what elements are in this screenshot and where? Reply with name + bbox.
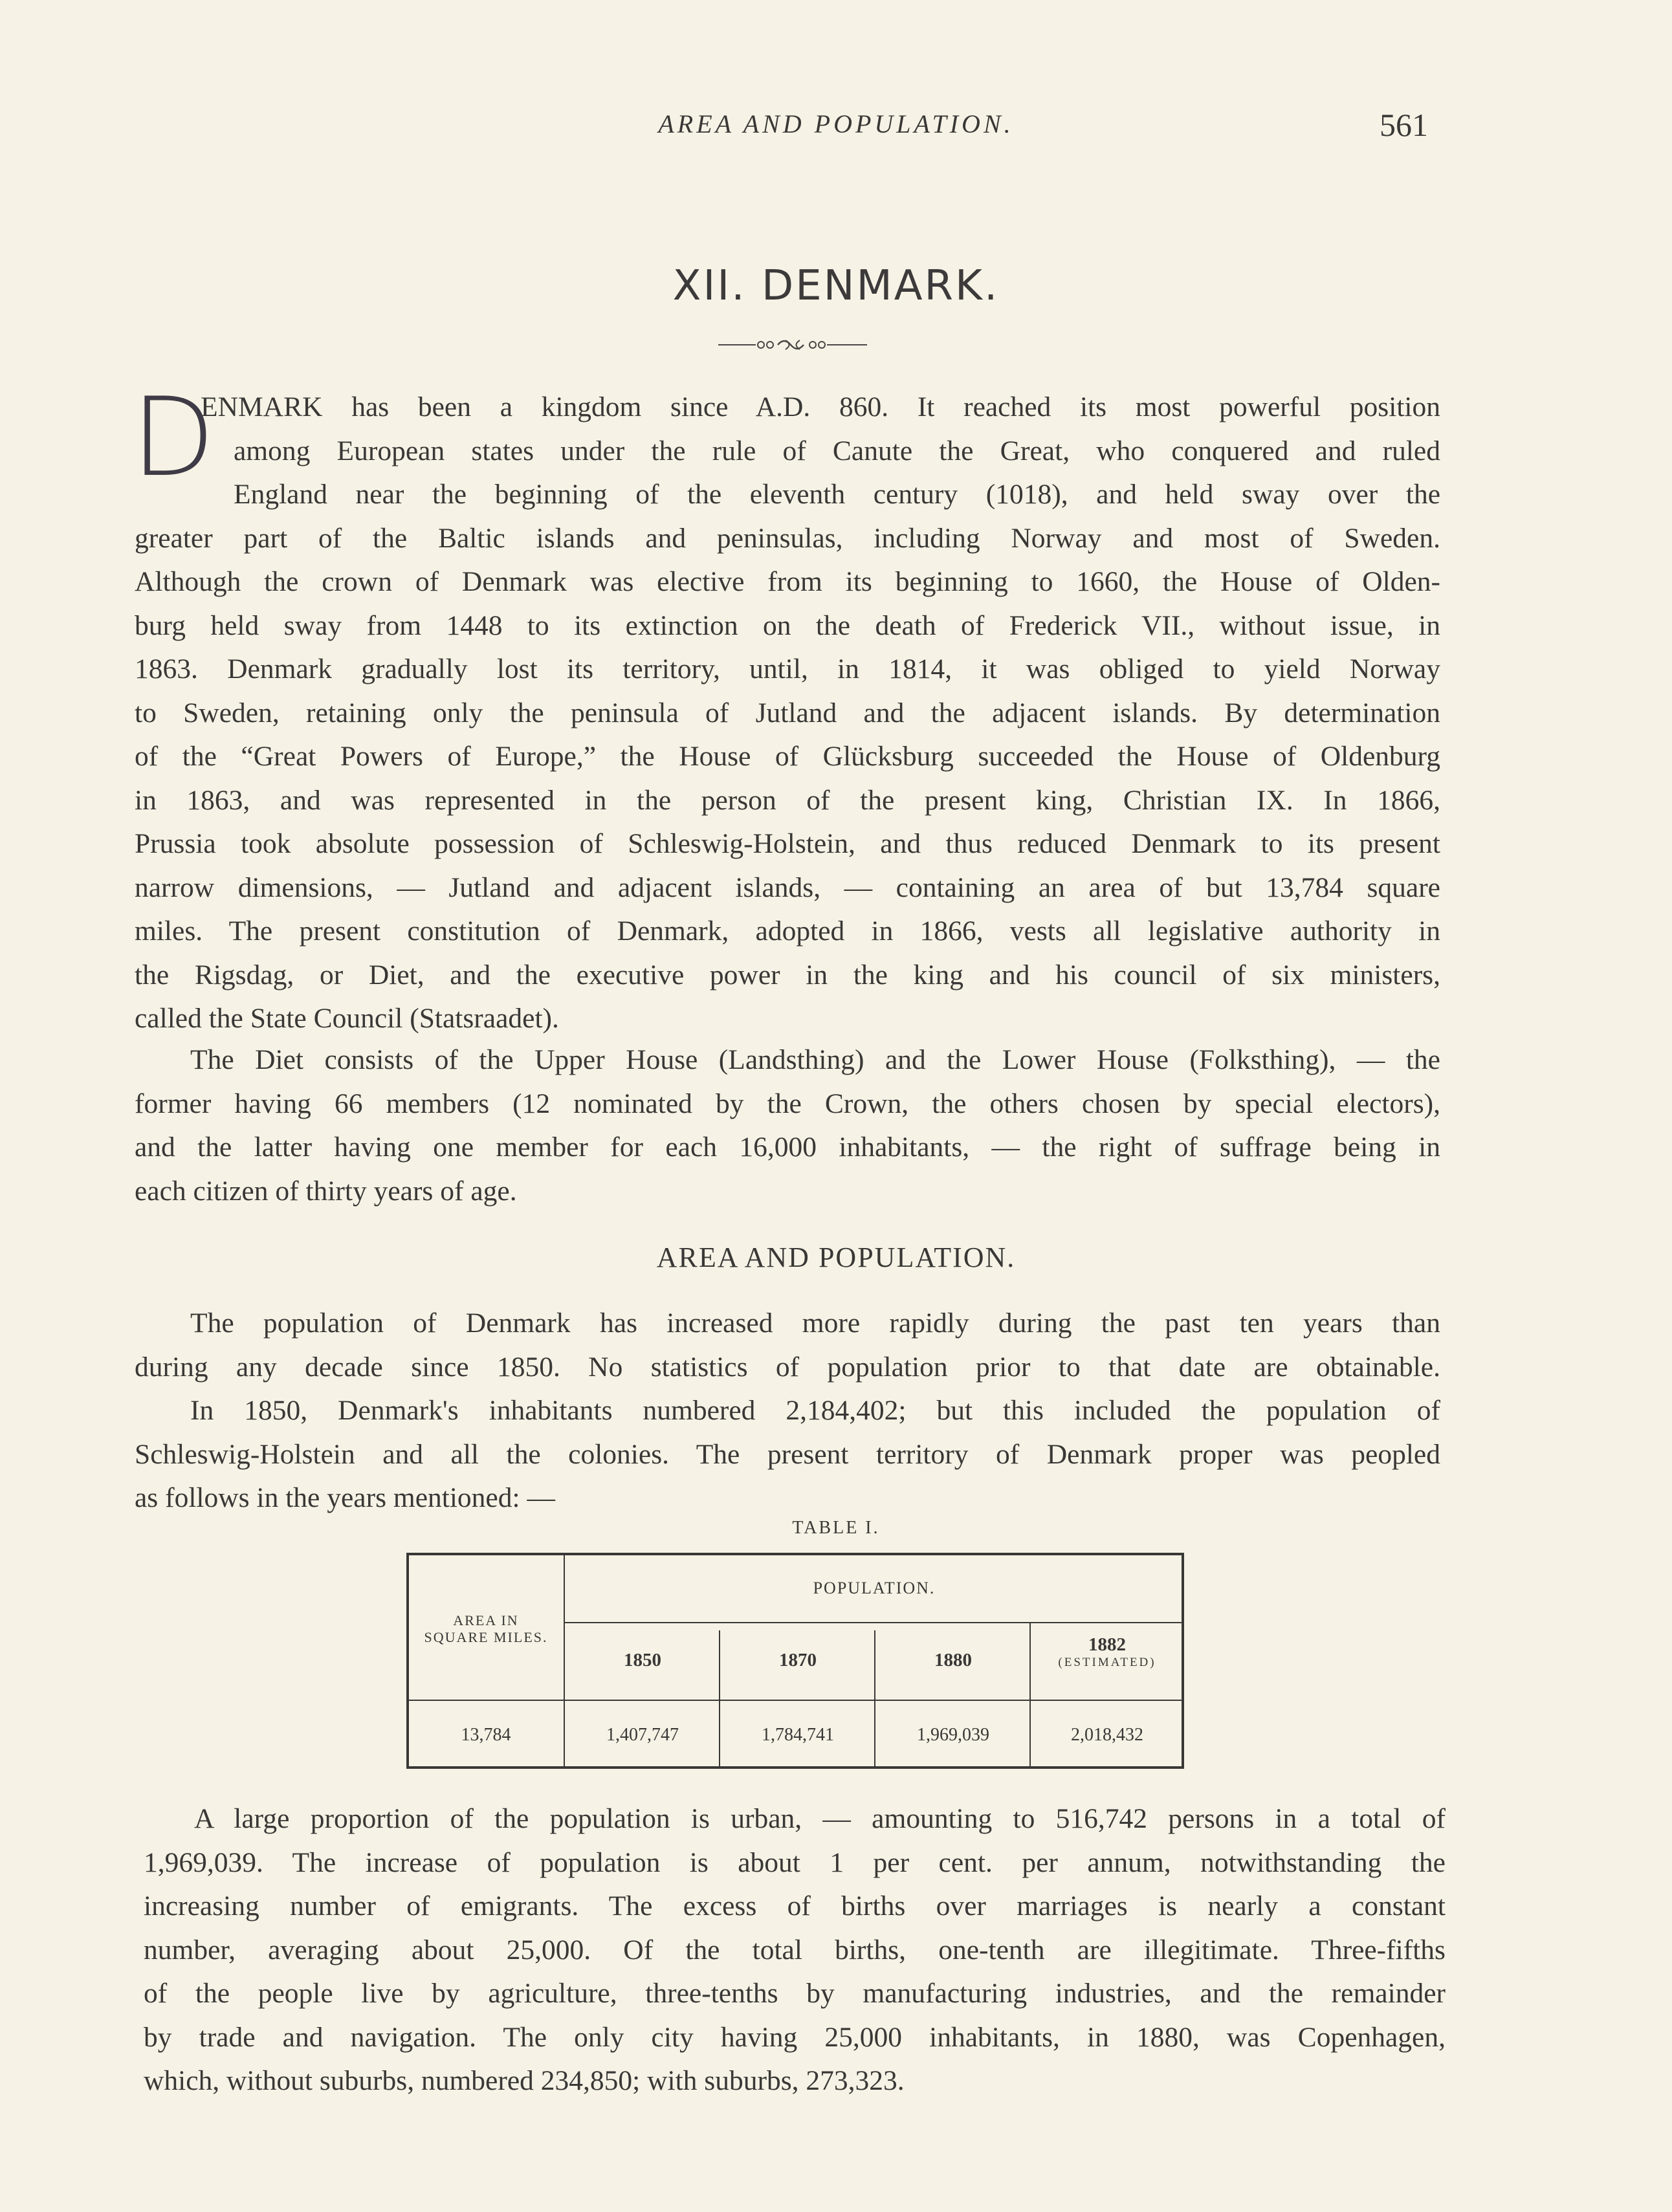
area-header-line: AREA IN [453,1612,519,1628]
text-line: 1863. Denmark gradually lost its territory, until, in 1814, it was obliged to yield Norway [135,653,1440,684]
text-line: A large proportion of the population is urban, — amounting to 516,742 persons in a total of [194,1803,1446,1834]
text-line: Prussia took absolute possession of Schleswig-Holstein, and thus reduced Denmark to its present [135,828,1440,859]
text-line: to Sweden, retaining only the peninsula of Jutland and the adjacent islands. By determination [135,697,1440,728]
text-line: which, without suburbs, numbered 234,850; with suburbs, 273,323. [144,2065,905,2096]
diet-paragraph [135,1038,1440,1213]
text-line: narrow dimensions, — Jutland and adjacent islands, — containing an area of but 13,784 square [135,871,1440,903]
intro-paragraph [135,386,1440,1041]
text-line: in 1863, and was represented in the person of the present king, Christian IX. In 1866, [135,784,1440,816]
year-header: 1880 [934,1650,972,1670]
text-line: miles. The present constitution of Denmark, adopted in 1866, vests all legislative authority in [135,915,1440,947]
text-line: and the latter having one member for each 16,000 inhabitants, — the right of suffrage being in [135,1132,1440,1163]
text-line: of the “Great Powers of Europe,” the House of Glücksburg succeeded the House of Oldenburg [135,741,1440,772]
text-line: greater part of the Baltic islands and peninsulas, including Norway and most of Sweden. [135,522,1440,554]
population-table [406,1553,1184,1769]
text-line: The population of Denmark has increased more rapidly during the past ten years than [190,1308,1440,1339]
text-line: ENMARK has been a kingdom since A.D. 860. It reached its most powerful position [201,391,1440,422]
text-line: called the State Council (Statsraadet). [135,1003,559,1034]
text-line: each citizen of thirty years of age. [135,1175,517,1207]
section-heading: AREA AND POPULATION. [656,1242,1016,1273]
text-line: by trade and navigation. The only city having 25,000 inhabitants, in 1880, was Copenhagen, [144,2021,1446,2053]
text-line: increasing number of emigrants. The excess of births over marriages is nearly a constant [144,1890,1446,1922]
text-line: as follows in the years mentioned: — [135,1482,555,1513]
running-head: AREA AND POPULATION. [658,109,1014,138]
area-header-line: SQUARE MILES. [424,1629,548,1645]
population-value: 1,969,039 [917,1725,989,1745]
population-value: 1,407,747 [606,1725,679,1745]
text-line: 1,969,039. The increase of population is about 1 per cent. per annum, notwithstanding the [144,1846,1446,1878]
text-line: Although the crown of Denmark was elective from its beginning to 1660, the House of Olden- [135,566,1440,597]
estimated-note: (ESTIMATED) [1058,1656,1156,1669]
population-value: 1,784,741 [762,1725,834,1745]
text-line: number, averaging about 25,000. Of the total births, one-tenth are illegitimate. Three-fifths [144,1934,1446,1966]
table-label: TABLE I. [792,1518,880,1538]
text-line: during any decade since 1850. No statistics of population prior to that date are obtainable. [135,1351,1440,1383]
text-line: The Diet consists of the Upper House (Landsthing) and the Lower House (Folksthing), — the [190,1044,1440,1075]
population-value: 2,018,432 [1071,1725,1143,1745]
text-line: In 1850, Denmark's inhabitants numbered 2,184,402; but this included the population of [190,1395,1440,1426]
year-header: 1850 [624,1650,661,1670]
text-line: among European states under the rule of Canute the Great, who conquered and ruled [234,435,1440,466]
area-value: 13,784 [461,1725,511,1745]
population-header: POPULATION. [813,1579,936,1597]
year-header: 1870 [779,1650,817,1670]
area-header [409,1612,563,1646]
text-line: burg held sway from 1448 to its extinction on the death of Frederick VII., without issue, in [135,609,1440,641]
text-line: England near the beginning of the eleventh century (1018), and held sway over the [234,479,1440,510]
text-line: Schleswig-Holstein and all the colonies. The present territory of Denmark proper was peopled [135,1438,1440,1470]
urban-paragraph [144,1797,1446,2103]
page-number: 561 [1380,107,1428,143]
ornamental-rule-icon [718,336,867,353]
population-paragraph [135,1302,1440,1520]
year-header-estimated [1031,1634,1183,1670]
text-line: former having 66 members (12 nominated by the Crown, the others chosen by special electors), [135,1088,1440,1119]
year-label: 1882 [1088,1634,1126,1655]
text-line: of the people live by agriculture, three-tenths by manufacturing industries, and the remainder [144,1978,1446,2009]
chapter-title: XII. DENMARK. [672,262,1000,310]
drop-cap: D [131,374,215,501]
text-line: the Rigsdag, or Diet, and the executive power in the king and his council of six ministers, [135,959,1440,991]
